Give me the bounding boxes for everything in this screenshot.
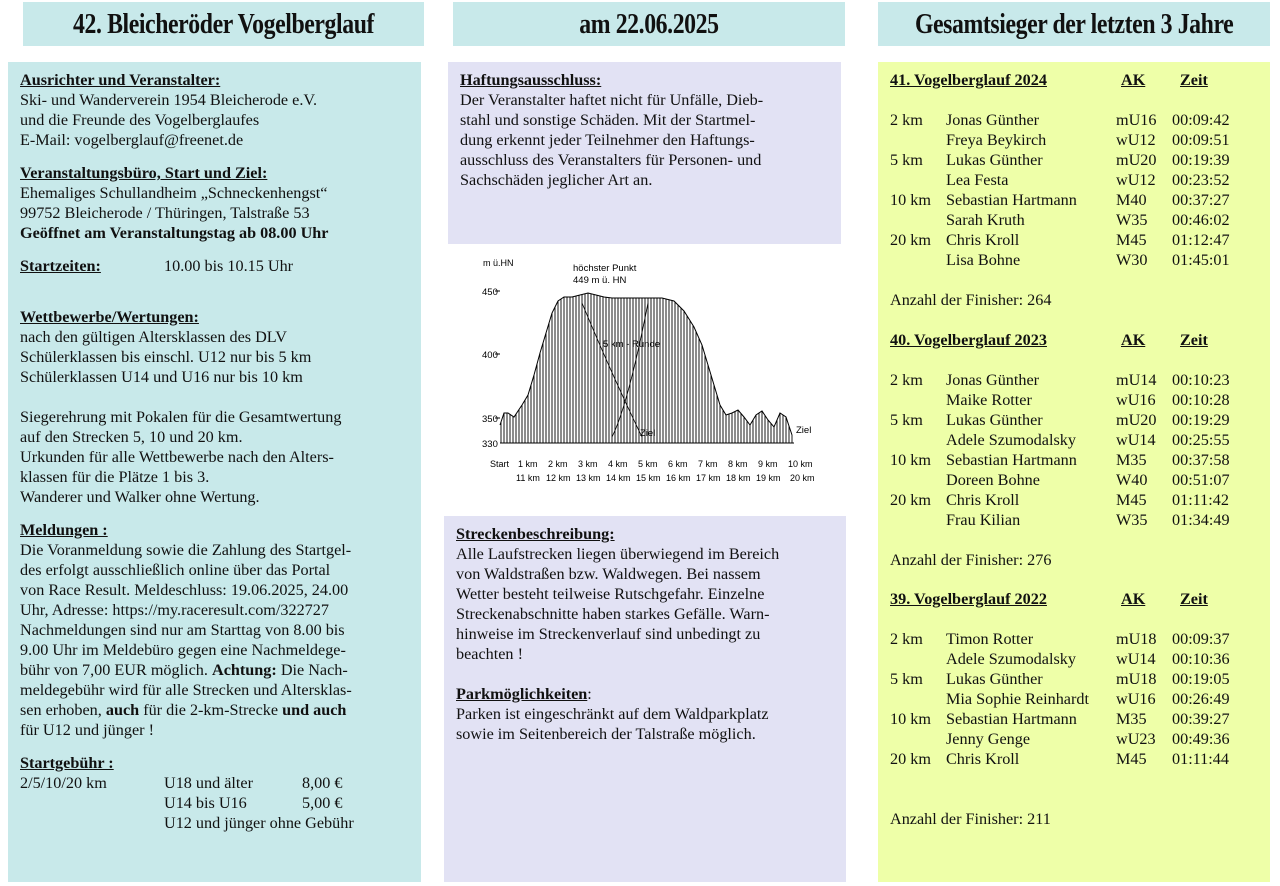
result-age-class: M45 [1116, 491, 1147, 509]
y-tick: 450 [482, 287, 498, 298]
x-label: 18 km [726, 473, 751, 483]
y-tick: 350 [482, 414, 498, 425]
result-name: Freya Beykirch [946, 131, 1047, 149]
competitions-line: nach den gültigen Altersklassen des DLV [20, 328, 287, 346]
parking-heading-line [456, 684, 592, 704]
x-label: 11 km [516, 473, 540, 483]
event-date: am 22.06.2025 [579, 7, 719, 40]
result-time: 00:10:23 [1172, 371, 1230, 389]
awards-line: klassen für die Plätze 1 bis 3. [20, 468, 210, 486]
result-distance: 10 km [890, 451, 931, 469]
result-distance: 5 km [890, 670, 923, 688]
result-name: Adele Szumodalsky [946, 650, 1076, 668]
start-times-heading: Startzeiten: [20, 257, 101, 275]
event-date-banner [453, 2, 845, 46]
awards-line: Siegerehrung mit Pokalen für die Gesamtwertung [20, 408, 342, 426]
x-label: 9 km [758, 459, 778, 469]
result-name: Sebastian Hartmann [946, 191, 1077, 209]
result-age-class: M45 [1116, 231, 1147, 249]
x-label: 6 km [668, 459, 688, 469]
finisher-label: Anzahl der Finisher: [890, 291, 1028, 309]
registration-line [20, 660, 348, 680]
registration-line: von Race Result. Meldeschluss: 19.06.2025, 24.00 [20, 581, 349, 599]
x-label: 16 km [666, 473, 691, 483]
x-label: 8 km [728, 459, 748, 469]
result-age-class: mU16 [1116, 111, 1157, 129]
liability-heading: Haftungsausschluss: [460, 71, 602, 89]
profile-bars [501, 293, 792, 443]
x-labels-bottom [516, 473, 815, 483]
year-title: 40. Vogelberglauf 2023 [890, 331, 1047, 349]
result-time: 00:37:58 [1172, 451, 1230, 469]
result-name: Doreen Bohne [946, 471, 1040, 489]
result-time: 01:12:47 [1172, 231, 1230, 249]
result-age-class: mU14 [1116, 371, 1157, 389]
result-name: Mia Sophie Reinhardt [946, 690, 1089, 708]
result-time: 00:09:42 [1172, 111, 1230, 129]
result-age-class: M35 [1116, 710, 1147, 728]
result-name: Lukas Günther [946, 670, 1043, 688]
column-header-time: Zeit [1180, 590, 1208, 608]
course-line: Alle Laufstrecken liegen überwiegend im Bereich [456, 545, 780, 563]
result-age-class: mU20 [1116, 151, 1157, 169]
result-time: 00:09:37 [1172, 630, 1230, 648]
result-name: Frau Kilian [946, 511, 1021, 529]
x-label: 14 km [606, 473, 631, 483]
result-distance: 10 km [890, 191, 931, 209]
result-name: Lisa Bohne [946, 251, 1021, 269]
result-distance: 20 km [890, 750, 931, 768]
result-name: Chris Kroll [946, 750, 1020, 768]
result-age-class: W30 [1116, 251, 1148, 269]
result-distance: 2 km [890, 371, 923, 389]
registration-text: sen erhoben, [20, 701, 106, 719]
finisher-value: 276 [1027, 551, 1052, 569]
result-age-class: wU16 [1116, 391, 1156, 409]
competitions-line: Schülerklassen bis einschl. U12 nur bis 5 km [20, 348, 312, 366]
awards-line: Urkunden für alle Wettbewerbe nach den Alters- [20, 448, 334, 466]
registration-url-line: Uhr, Adresse: https://my.raceresult.com/322727 [20, 601, 329, 619]
result-time: 00:19:05 [1172, 670, 1230, 688]
elevation-profile [462, 255, 832, 487]
course-panel [444, 516, 846, 882]
x-label: 20 km [790, 473, 815, 483]
y-tick: 330 [482, 439, 498, 450]
result-name: Lukas Günther [946, 151, 1043, 169]
registration-line: Nachmeldungen sind nur am Starttag von 8.00 bis [20, 621, 345, 639]
year-title: 41. Vogelberglauf 2024 [890, 71, 1047, 89]
result-time: 00:10:36 [1172, 650, 1230, 668]
result-age-class: wU16 [1116, 690, 1156, 708]
office-opening: Geöffnet am Veranstaltungstag ab 08.00 Uhr [20, 224, 329, 242]
result-time: 00:19:29 [1172, 411, 1230, 429]
awards-line: auf den Strecken 5, 10 und 20 km. [20, 428, 243, 446]
result-name: Jonas Günther [946, 371, 1040, 389]
office-heading: Veranstaltungsbüro, Start und Ziel: [20, 164, 268, 182]
result-time: 00:19:39 [1172, 151, 1230, 169]
result-distance: 5 km [890, 411, 923, 429]
registration-line: meldegebühr wird für alle Strecken und Altersklas- [20, 681, 352, 699]
result-distance: 5 km [890, 151, 923, 169]
result-time: 01:34:49 [1172, 511, 1230, 529]
finisher-label: Anzahl der Finisher: [890, 810, 1028, 828]
result-distance: 20 km [890, 231, 931, 249]
result-time: 00:10:28 [1172, 391, 1230, 409]
result-time: 00:49:36 [1172, 730, 1230, 748]
x-label: 2 km [548, 459, 568, 469]
fee-heading: Startgebühr : [20, 754, 114, 772]
column-header-time: Zeit [1180, 331, 1208, 349]
year-title: 39. Vogelberglauf 2022 [890, 590, 1047, 608]
result-age-class: W35 [1116, 211, 1148, 229]
result-name: Jonas Günther [946, 111, 1040, 129]
result-age-class: W35 [1116, 511, 1148, 529]
course-line: von Waldstraßen bzw. Waldwegen. Bei nassem [456, 565, 761, 583]
fee-distances: 2/5/10/20 km [20, 774, 107, 792]
x-label: 17 km [696, 473, 721, 483]
result-time: 01:11:42 [1172, 491, 1229, 509]
result-age-class: wU14 [1116, 431, 1156, 449]
finish-label: Ziel [796, 425, 812, 436]
result-name: Lea Festa [946, 171, 1009, 189]
fee-price: 8,00 € [302, 774, 343, 792]
result-name: Timon Rotter [946, 630, 1034, 648]
result-age-class: M45 [1116, 750, 1147, 768]
result-name: Chris Kroll [946, 231, 1020, 249]
finisher-label: Anzahl der Finisher: [890, 551, 1028, 569]
winners-title: Gesamtsieger der letzten 3 Jahre [914, 7, 1234, 40]
column-header-ak: AK [1121, 590, 1146, 608]
loop-label: 5 km - Runde [603, 339, 661, 350]
result-name: Sebastian Hartmann [946, 710, 1077, 728]
result-distance: 2 km [890, 630, 923, 648]
x-label: 4 km [608, 459, 628, 469]
registration-line: 9.00 Uhr im Meldebüro gegen eine Nachmeldege- [20, 641, 346, 659]
course-heading: Streckenbeschreibung: [456, 525, 615, 543]
result-time: 00:51:07 [1172, 471, 1230, 489]
result-time: 00:39:27 [1172, 710, 1230, 728]
result-time: 00:09:51 [1172, 131, 1230, 149]
liability-line: dung erkennt jeder Teilnehmer den Haftungs- [460, 131, 755, 149]
result-name: Maike Rotter [946, 391, 1032, 409]
fee-price: 5,00 € [302, 794, 343, 812]
x-label: 3 km [578, 459, 598, 469]
start-times-value: 10.00 bis 10.15 Uhr [164, 257, 294, 275]
result-name: Chris Kroll [946, 491, 1020, 509]
column-header-ak: AK [1121, 331, 1146, 349]
x-labels-top [490, 459, 813, 469]
x-label: 12 km [546, 473, 571, 483]
registration-emphasis: und auch [282, 701, 347, 719]
event-title: 42. Bleicheröder Vogelberglauf [72, 7, 374, 40]
x-label: 1 km [518, 459, 538, 469]
result-time: 00:25:55 [1172, 431, 1230, 449]
peak-label: höchster Punkt [573, 263, 637, 274]
result-age-class: wU12 [1116, 171, 1156, 189]
y-unit-label: m ü.HN [483, 258, 514, 268]
result-name: Adele Szumodalsky [946, 431, 1076, 449]
x-label: 10 km [788, 459, 813, 469]
column-header-time: Zeit [1180, 71, 1208, 89]
result-age-class: wU12 [1116, 131, 1156, 149]
office-line: Ehemaliges Schullandheim „Schneckenhengst“ [20, 184, 328, 202]
organizer-heading: Ausrichter und Veranstalter: [20, 71, 221, 89]
result-time: 00:26:49 [1172, 690, 1230, 708]
parking-line: sowie im Seitenbereich der Talstraße möglich. [456, 725, 756, 743]
x-label: 19 km [756, 473, 781, 483]
result-name: Jenny Genge [946, 730, 1031, 748]
fee-class: U14 bis U16 [164, 794, 247, 812]
fee-class: U12 und jünger ohne Gebühr [164, 814, 354, 832]
result-age-class: M35 [1116, 451, 1147, 469]
organizer-email: E-Mail: vogelberglauf@freenet.de [20, 131, 244, 149]
event-title-banner [23, 2, 424, 46]
result-age-class: W40 [1116, 471, 1148, 489]
competitions-heading: Wettbewerbe/Wertungen: [20, 308, 199, 326]
y-tick: 400 [482, 350, 498, 361]
liability-panel [448, 62, 841, 244]
registration-line [20, 700, 346, 720]
result-name: Lukas Günther [946, 411, 1043, 429]
results-panel [878, 62, 1270, 882]
result-time: 00:23:52 [1172, 171, 1230, 189]
fee-class: U18 und älter [164, 774, 254, 792]
x-label: 7 km [698, 459, 718, 469]
organizer-line: und die Freunde des Vogelberglaufes [20, 111, 260, 129]
x-label: 15 km [636, 473, 661, 483]
result-age-class: mU18 [1116, 630, 1157, 648]
office-line: 99752 Bleicherode / Thüringen, Talstraße 53 [20, 204, 310, 222]
registration-heading: Meldungen : [20, 521, 108, 539]
finisher-count [890, 290, 1051, 310]
result-name: Sebastian Hartmann [946, 451, 1077, 469]
finisher-value: 211 [1027, 810, 1051, 828]
awards-line: Wanderer und Walker ohne Wertung. [20, 488, 260, 506]
organizer-line: Ski- und Wanderverein 1954 Bleicherode e.V. [20, 91, 318, 109]
competitions-line: Schülerklassen U14 und U16 nur bis 10 km [20, 368, 303, 386]
finisher-count [890, 809, 1051, 829]
registration-attention: Achtung: [212, 661, 277, 679]
result-age-class: mU18 [1116, 670, 1157, 688]
result-name: Sarah Kruth [946, 211, 1025, 229]
result-distance: 10 km [890, 710, 931, 728]
result-age-class: wU14 [1116, 650, 1156, 668]
result-distance: 20 km [890, 491, 931, 509]
course-line: Wetter besteht teilweise Rutschgefahr. Einzelne [456, 585, 765, 603]
registration-emphasis: auch [105, 701, 140, 719]
x-label: 5 km [638, 459, 658, 469]
liability-line: stahl und sonstige Schäden. Mit der Startmel- [460, 111, 756, 129]
parking-line: Parken ist eingeschränkt auf dem Waldparkplatz [456, 705, 769, 723]
result-age-class: M40 [1116, 191, 1147, 209]
registration-text: Die Nach- [276, 661, 348, 679]
liability-line: ausschluss des Veranstalters für Personen- und [460, 151, 762, 169]
peak-height-label: 449 m ü. HN [573, 275, 627, 286]
x-label: Start [490, 459, 510, 469]
x-label: 13 km [576, 473, 601, 483]
registration-text: für die 2-km-Strecke [139, 701, 283, 719]
liability-line: Der Veranstalter haftet nicht für Unfälle, Dieb- [460, 91, 764, 109]
course-line: hinweise im Streckenverlauf sind unbedingt zu [456, 625, 761, 643]
result-time: 01:45:01 [1172, 251, 1230, 269]
course-line: beachten ! [456, 645, 523, 663]
info-panel [8, 62, 421, 882]
result-time: 01:11:44 [1172, 750, 1229, 768]
registration-text: bühr von 7,00 EUR möglich. [20, 661, 212, 679]
finisher-count [890, 550, 1051, 570]
result-time: 00:37:27 [1172, 191, 1230, 209]
finish-label: Ziel [640, 428, 656, 439]
column-header-ak: AK [1121, 71, 1146, 89]
course-line: Streckenabschnitte haben starkes Gefälle. Warn- [456, 605, 770, 623]
parking-colon: : [587, 685, 592, 703]
registration-line: Die Voranmeldung sowie die Zahlung des Startgel- [20, 541, 352, 559]
result-time: 00:46:02 [1172, 211, 1230, 229]
registration-line: für U12 und jünger ! [20, 721, 154, 739]
result-age-class: wU23 [1116, 730, 1156, 748]
parking-heading: Parkmöglichkeiten [456, 685, 588, 703]
result-distance: 2 km [890, 111, 923, 129]
finisher-value: 264 [1027, 291, 1052, 309]
liability-line: Sachschäden jeglicher Art an. [460, 171, 653, 189]
result-age-class: mU20 [1116, 411, 1157, 429]
registration-line: des erfolgt ausschließlich online über das Portal [20, 561, 331, 579]
winners-title-banner [878, 2, 1270, 46]
